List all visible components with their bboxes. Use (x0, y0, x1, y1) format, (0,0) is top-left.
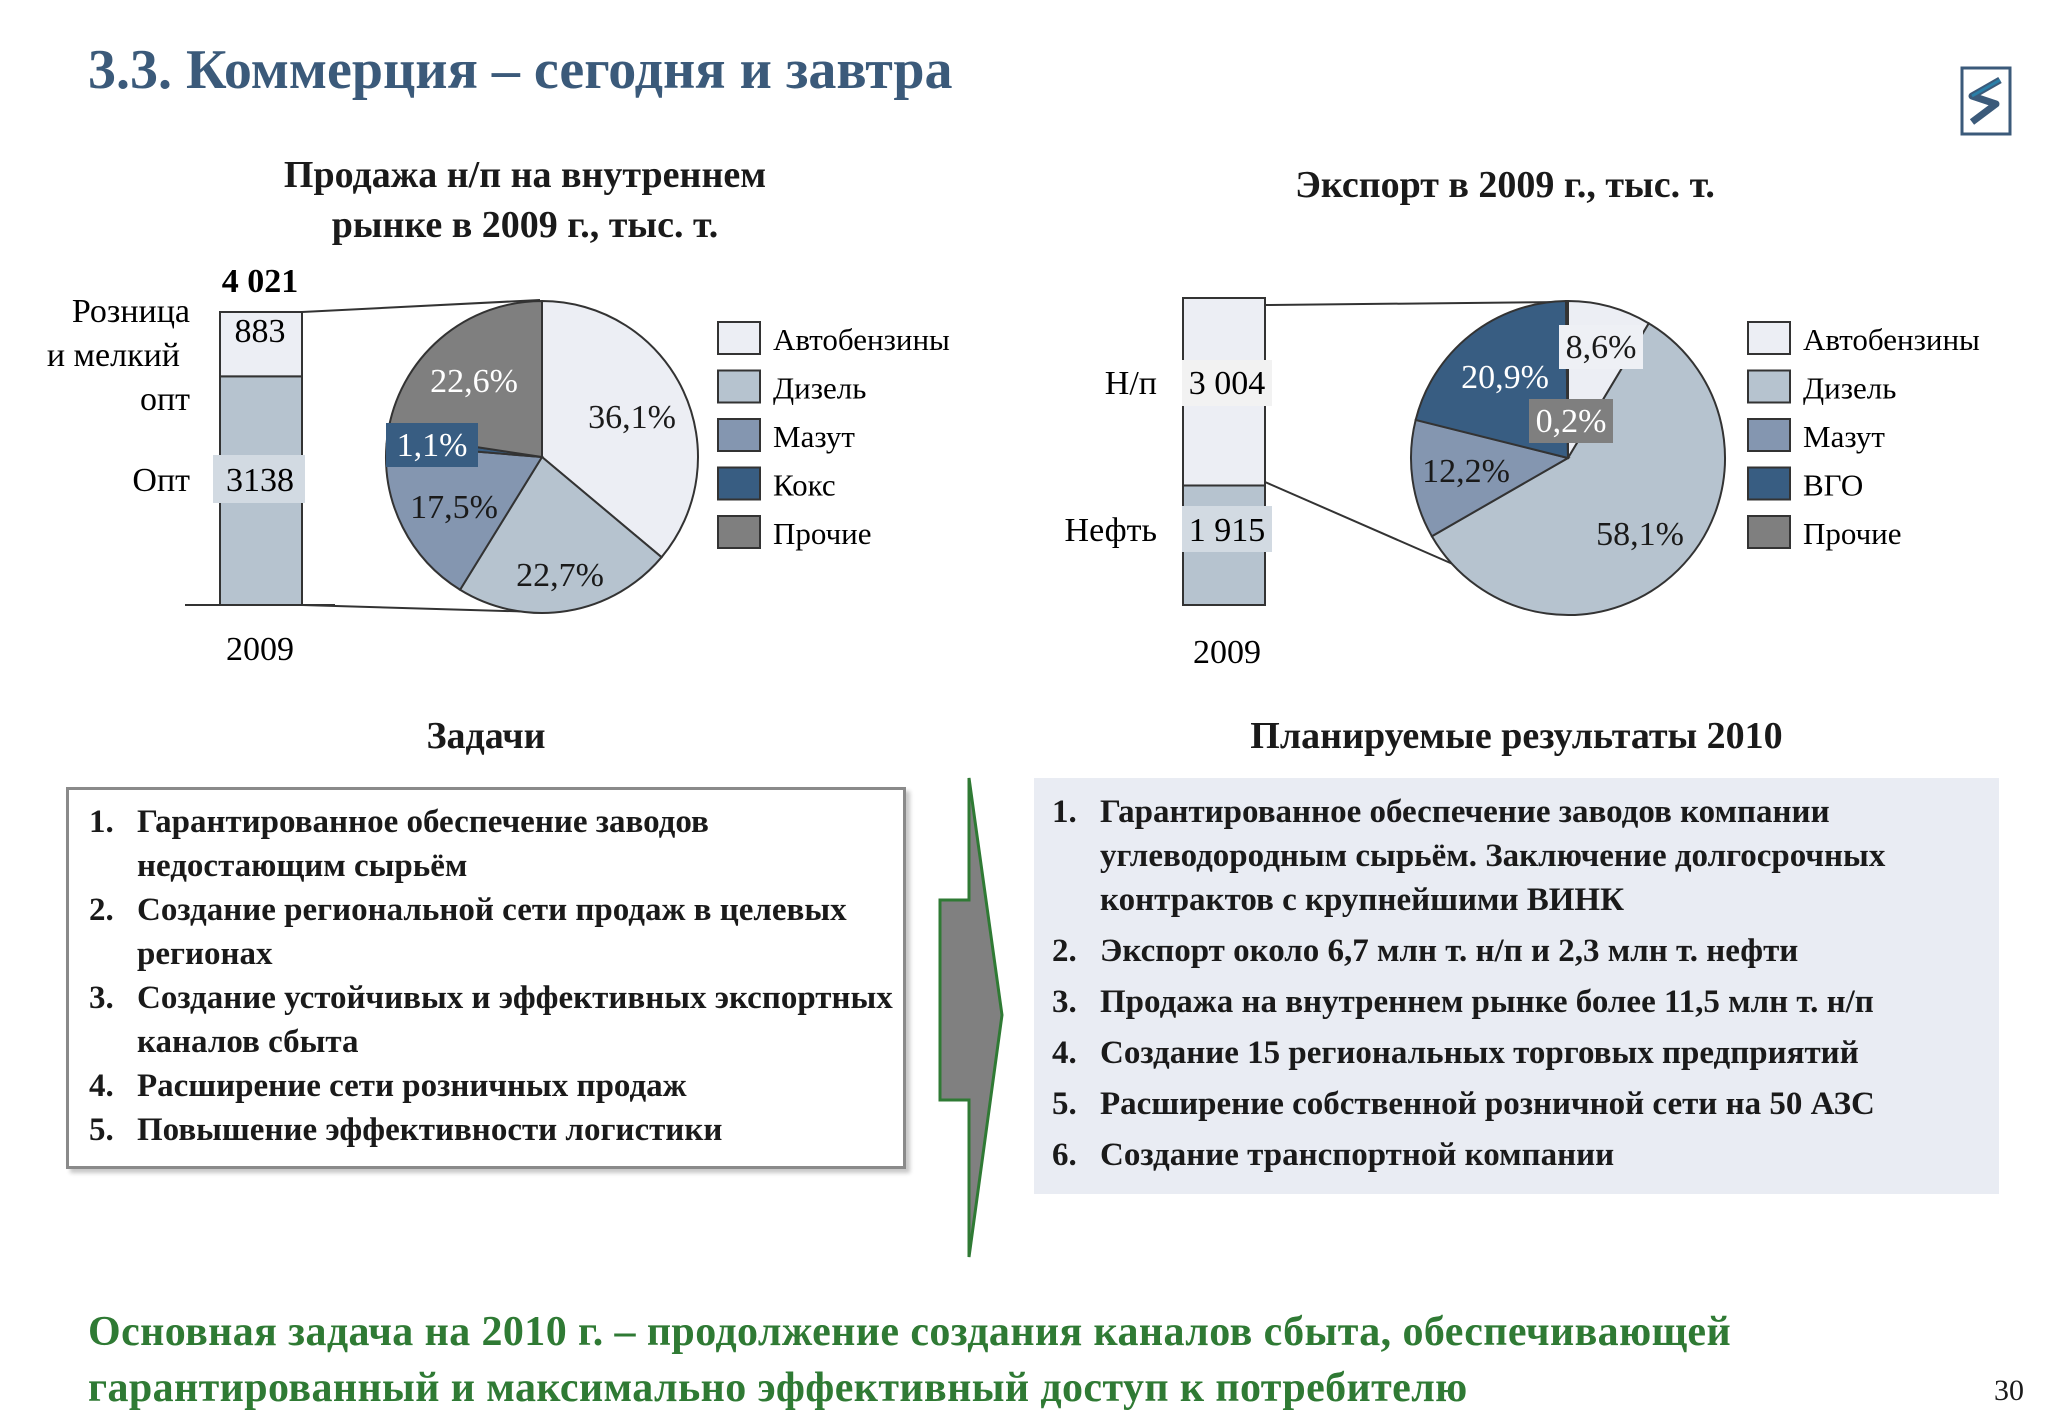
tasks-list-item (89, 888, 893, 976)
legend-label-мазут: Мазут (773, 419, 855, 454)
arrow-right-icon (936, 775, 1006, 1260)
results-item-number: 4. (1052, 1035, 1077, 1071)
pie-label-прочие: 0,2% (1535, 403, 1607, 440)
pie-label-дизель: 22,7% (516, 557, 604, 594)
legend-swatch-автобензины (718, 322, 760, 354)
legend-swatch-прочие (718, 516, 760, 548)
legend-label-дизель: Дизель (1803, 370, 1897, 406)
page-number: 30 (1994, 1374, 2024, 1407)
legend-label-мазут: Мазут (1803, 419, 1885, 454)
legend-label-автобензины: Автобензины (1803, 322, 1980, 357)
tasks-item-text: Создание устойчивых и эффективных экспортных каналов сбыта (137, 980, 893, 1060)
tasks-item-number: 4. (89, 1068, 114, 1104)
chart1-legend (718, 322, 950, 551)
pie-label-дизель: 58,1% (1596, 516, 1684, 553)
tasks-list-item (89, 800, 893, 888)
footer-line1: Основная задача на 2010 г. – продолжение создания каналов сбыта, обеспечивающей (88, 1309, 1732, 1355)
legend-swatch-автобензины (1748, 322, 1790, 354)
chart2-pie (1411, 301, 1725, 615)
results-list-item (1052, 790, 1989, 922)
tasks-item-number: 1. (89, 804, 114, 840)
results-item-number: 5. (1052, 1086, 1077, 1122)
results-item-number: 6. (1052, 1137, 1077, 1173)
legend-swatch-мазут (718, 419, 760, 451)
charts-area (0, 0, 2048, 700)
pie-label-автобензины: 36,1% (588, 399, 676, 436)
tasks-title: Задачи (426, 715, 546, 757)
chart2-title: Экспорт в 2009 г., тыс. т. (1295, 164, 1715, 206)
chart1-bar-label-retail: 883 (234, 313, 286, 350)
chart1-pie (386, 301, 698, 613)
results-list-item (1052, 1082, 1989, 1126)
tasks-item-text: Повышение эффективности логистики (137, 1112, 723, 1148)
tasks-item-number: 3. (89, 980, 114, 1016)
legend-swatch-мазут (1748, 419, 1790, 451)
results-title: Планируемые результаты 2010 (1250, 715, 1783, 757)
legend-swatch-вго (1748, 468, 1790, 500)
tasks-item-text: Гарантированное обеспечение заводов недостающим сырьём (137, 804, 709, 884)
legend-label-кокс: Кокс (773, 467, 836, 503)
chart2-legend (1748, 322, 1980, 551)
legend-label-вго: ВГО (1803, 467, 1864, 503)
chart1-bar-label-opt: 3138 (226, 462, 294, 499)
pie-label-вго: 20,9% (1461, 359, 1549, 396)
tasks-item-number: 5. (89, 1112, 114, 1148)
chart1-title-line2: рынке в 2009 г., тыс. т. (331, 204, 719, 246)
chart1-title-line1: Продажа н/п на внутреннем (283, 154, 767, 196)
results-item-text: Продажа на внутреннем рынке более 11,5 млн т. н/п (1100, 984, 1874, 1020)
results-list-item (1052, 1133, 1989, 1177)
page-title: 3.3. Коммерция – сегодня и завтра (88, 39, 953, 101)
legend-swatch-дизель (718, 371, 760, 403)
results-list-item (1052, 1031, 1989, 1075)
chart1-bar-name-retail-line1: Розница (71, 293, 190, 330)
footer-main-goal (88, 1304, 1968, 1416)
legend-swatch-прочие (1748, 516, 1790, 548)
chart2-bar-name-oil: Нефть (1064, 512, 1157, 549)
chart2-bar-label-np: 3 004 (1188, 365, 1266, 402)
chart1-bar-name-retail-line3: опт (139, 381, 190, 418)
results-item-number: 2. (1052, 933, 1077, 969)
legend-label-прочие: Прочие (773, 516, 872, 551)
footer-line2: гарантированный и максимально эффективный доступ к потребителю (88, 1365, 1468, 1411)
chart1-bar-total: 4 021 (221, 263, 299, 300)
legend-label-дизель: Дизель (773, 370, 867, 406)
pie-label-мазут: 12,2% (1422, 453, 1510, 490)
results-item-number: 1. (1052, 794, 1077, 830)
results-item-text: Гарантированное обеспечение заводов компании углеводородным сырьём. Заключение долгосрочных контрактов с крупнейшими ВИНК (1100, 794, 1886, 918)
tasks-box (66, 787, 906, 1169)
results-list (1034, 778, 1999, 1177)
legend-swatch-кокс (718, 468, 760, 500)
results-item-text: Создание транспортной компании (1100, 1137, 1615, 1173)
chart2-connector-top (1265, 302, 1568, 305)
results-box (1034, 778, 1999, 1194)
tasks-item-text: Создание региональной сети продаж в целевых регионах (137, 892, 847, 972)
pie-label-кокс: 1,1% (396, 427, 468, 464)
chart2-bar-category: 2009 (1193, 634, 1261, 671)
tasks-list-item (89, 1064, 893, 1108)
legend-swatch-дизель (1748, 371, 1790, 403)
results-item-text: Расширение собственной розничной сети на 50 АЗС (1100, 1086, 1875, 1122)
tasks-list-item (89, 976, 893, 1064)
tasks-list (69, 790, 903, 1152)
results-item-number: 3. (1052, 984, 1077, 1020)
chart1-bar-category: 2009 (226, 631, 294, 668)
legend-label-автобензины: Автобензины (773, 322, 950, 357)
legend-label-прочие: Прочие (1803, 516, 1902, 551)
results-list-item (1052, 980, 1989, 1024)
tasks-item-text: Расширение сети розничных продаж (137, 1068, 687, 1104)
chart2-bar-name-np: Н/п (1104, 365, 1157, 402)
pie-label-мазут: 17,5% (410, 489, 498, 526)
pie-label-прочие: 22,6% (430, 363, 518, 400)
chart1-bar-name-retail-line2: и мелкий (46, 337, 180, 374)
chart1-bar-name-opt: Опт (132, 462, 190, 499)
results-list-item (1052, 929, 1989, 973)
chart2-bar-label-oil: 1 915 (1188, 512, 1266, 549)
pie-label-автобензины: 8,6% (1565, 329, 1637, 366)
results-item-text: Экспорт около 6,7 млн т. н/п и 2,3 млн т. нефти (1100, 933, 1799, 969)
results-item-text: Создание 15 региональных торговых предприятий (1100, 1035, 1859, 1071)
tasks-item-number: 2. (89, 892, 114, 928)
tasks-list-item (89, 1108, 893, 1152)
